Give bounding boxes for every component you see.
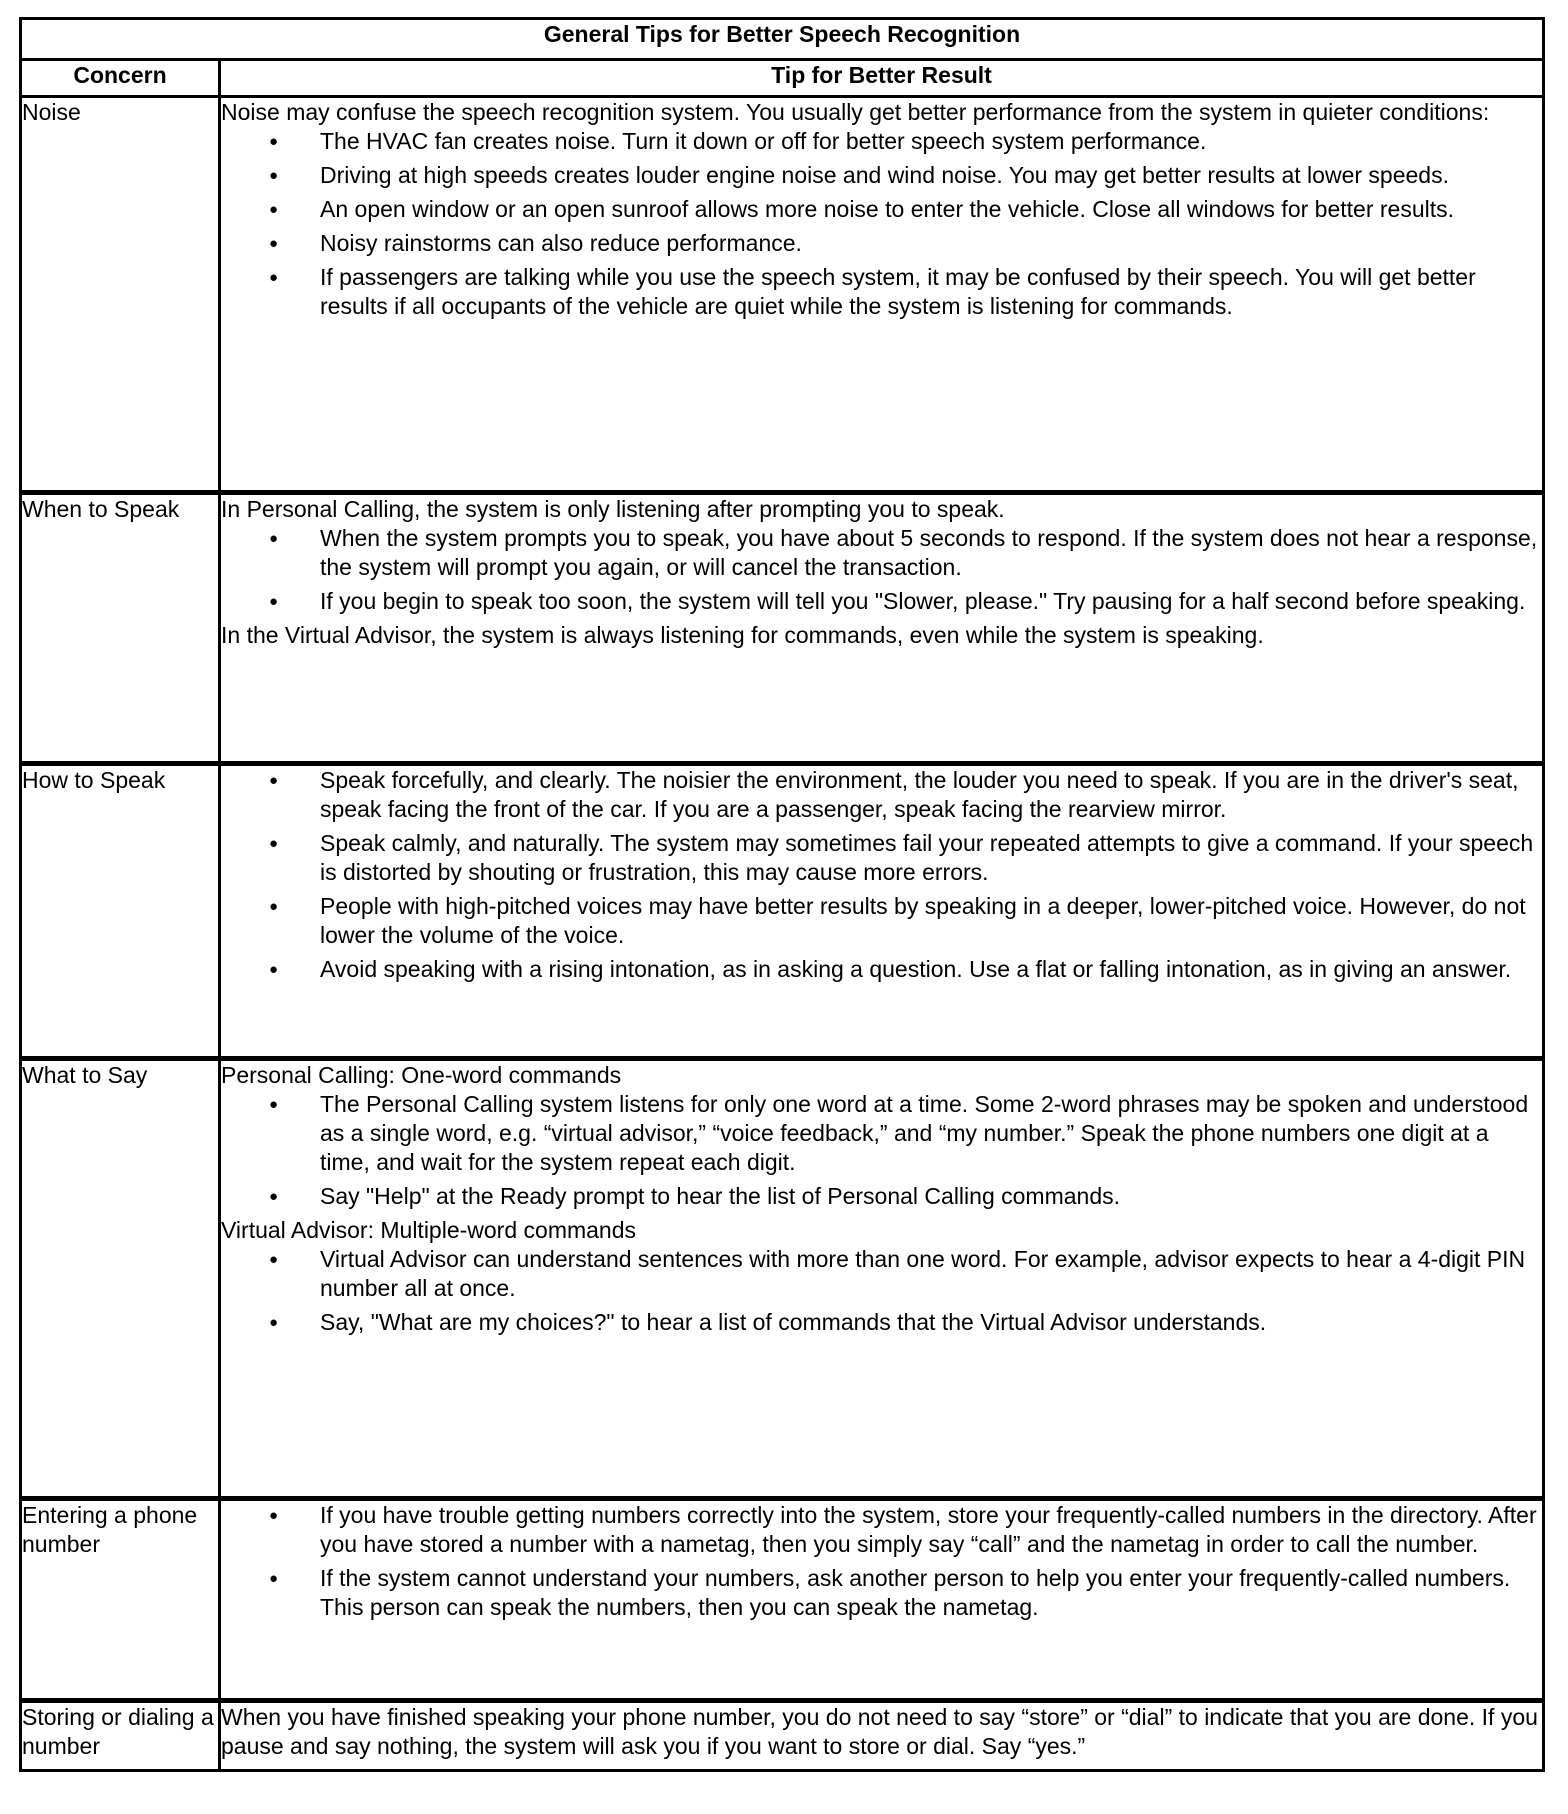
concern-cell: How to Speak [21,764,220,1059]
tip-bullet: ● The HVAC fan creates noise. Turn it down or off for better speech system performance. [221,127,1542,156]
tip-intro: In Personal Calling, the system is only listening after prompting you to speak. [221,496,1005,522]
tip-bullet-list [221,524,1542,616]
tip-intro: Personal Calling: One-word commands [221,1062,622,1088]
tip-bullet-list [221,766,1542,984]
tip-bullet-list [221,1501,1542,1622]
table-row-how-to-speak [21,764,1544,1059]
tip-cell [220,493,1544,764]
tip-bullet: ● Avoid speaking with a rising intonation, as in asking a question. Use a flat or falling intonation, as in giving an answer. [221,955,1542,984]
tip-bullet-list-secondary [221,1245,1542,1337]
tip-bullet: ● When the system prompts you to speak, you have about 5 seconds to respond. If the system does not hear a response, the system will prompt you again, or will cancel the transaction. [221,524,1542,582]
tip-bullet: ● Say, "What are my choices?" to hear a list of commands that the Virtual Advisor understands. [221,1308,1542,1337]
tip-outro: In the Virtual Advisor, the system is always listening for commands, even while the system is speaking. [221,622,1264,648]
table-row-storing-dialing-number [21,1701,1544,1771]
speech-tips-table [19,17,1545,1772]
tip-bullet: ● If passengers are talking while you use the speech system, it may be confused by their speech. You will get better results if all occupants of the vehicle are quiet while the system is listening for commands. [221,263,1542,321]
tip-column-header: Tip for Better Result [220,60,1544,97]
tip-bullet: ● Speak forcefully, and clearly. The noisier the environment, the louder you need to speak. If you are in the driver's seat, speak facing the front of the car. If you are a passenger, speak facing the rearview mirror. [221,766,1542,824]
tip-bullet-list [221,127,1542,321]
tip-cell [220,1701,1544,1771]
table-title: General Tips for Better Speech Recognition [21,19,1544,60]
concern-cell: Noise [21,97,220,493]
table-row-noise [21,97,1544,493]
table-row-entering-phone-number [21,1499,1544,1701]
tip-intro-secondary: Virtual Advisor: Multiple-word commands [221,1217,637,1243]
table-row-what-to-say [21,1059,1544,1499]
tip-bullet: ● If you have trouble getting numbers correctly into the system, store your frequently-called numbers in the directory. After you have stored a number with a nametag, then you simply say “call” and the nametag in order to call the number. [221,1501,1542,1559]
tip-bullet: ● Driving at high speeds creates louder engine noise and wind noise. You may get better results at lower speeds. [221,161,1542,190]
tip-cell [220,97,1544,493]
concern-cell: When to Speak [21,493,220,764]
tip-cell [220,1059,1544,1499]
tip-intro: When you have finished speaking your phone number, you do not need to say “store” or “dial” to indicate that you are done. If you pause and say nothing, the system will ask you if you want to store or dial. Say “yes.” [221,1704,1538,1759]
tip-cell [220,1499,1544,1701]
table-header-row [21,60,1544,97]
tip-bullet-list [221,1090,1542,1211]
tip-bullet: ● Say "Help" at the Ready prompt to hear the list of Personal Calling commands. [221,1182,1542,1211]
tip-bullet: ● Virtual Advisor can understand sentences with more than one word. For example, advisor expects to hear a 4-digit PIN number all at once. [221,1245,1542,1303]
concern-cell: What to Say [21,1059,220,1499]
concern-cell: Storing or dialing a number [21,1701,220,1771]
table-title-row [21,19,1544,60]
tip-cell [220,764,1544,1059]
tip-bullet: ● If the system cannot understand your numbers, ask another person to help you enter your frequently-called numbers. This person can speak the numbers, then you can speak the nametag. [221,1564,1542,1622]
concern-column-header: Concern [21,60,220,97]
tip-bullet: ● Noisy rainstorms can also reduce performance. [221,229,1542,258]
tip-intro: Noise may confuse the speech recognition system. You usually get better performance from the system in quieter conditions: [221,99,1490,125]
tip-bullet: ● Speak calmly, and naturally. The system may sometimes fail your repeated attempts to give a command. If your speech is distorted by shouting or frustration, this may cause more errors. [221,829,1542,887]
tip-bullet: ● An open window or an open sunroof allows more noise to enter the vehicle. Close all windows for better results. [221,195,1542,224]
tip-bullet: ● People with high-pitched voices may have better results by speaking in a deeper, lower-pitched voice. However, do not lower the volume of the voice. [221,892,1542,950]
concern-cell: Entering a phone number [21,1499,220,1701]
tip-bullet: ● The Personal Calling system listens for only one word at a time. Some 2-word phrases may be spoken and understood as a single word, e.g. “virtual advisor,” “voice feedback,” and “my number.” Speak the phone numbers one digit at a time, and wait for the system repeat each digit. [221,1090,1542,1177]
table-row-when-to-speak [21,493,1544,764]
tip-bullet: ● If you begin to speak too soon, the system will tell you "Slower, please." Try pausing for a half second before speaking. [221,587,1542,616]
